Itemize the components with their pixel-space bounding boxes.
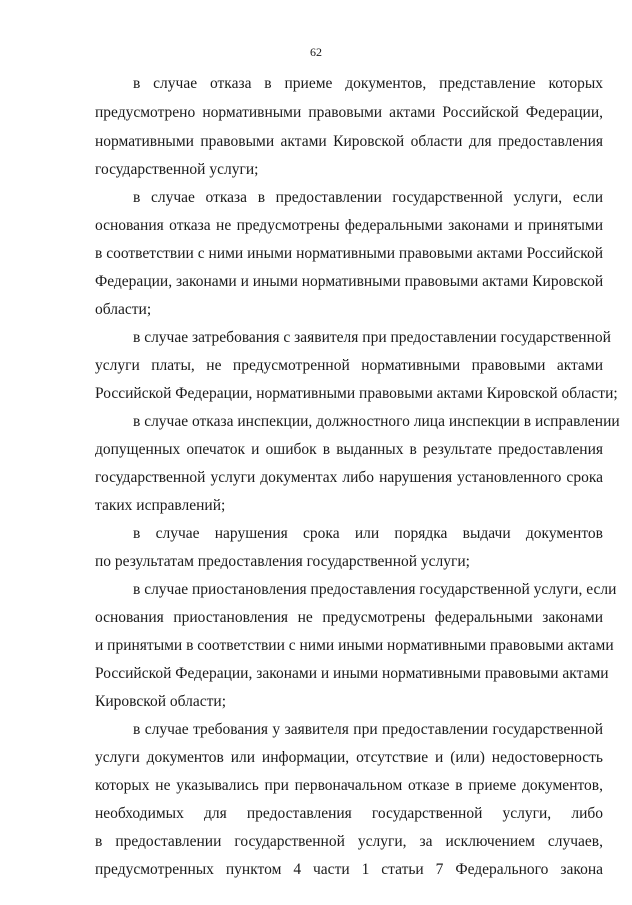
text-line: и принятыми в соответствии с ними иными нормативными правовыми актами: [95, 637, 614, 654]
text-line: государственной услуги документах либо нарушения установленного срока: [95, 469, 603, 486]
text-line: государственной услуги;: [95, 161, 259, 178]
text-line: основания отказа не предусмотрены федеральными законами и принятыми: [95, 217, 603, 234]
text-line: области;: [95, 301, 152, 318]
text-line: Российской Федерации, законами и иными нормативными правовыми актами: [95, 665, 609, 682]
text-line: по результатам предоставления государственной услуги;: [95, 553, 470, 570]
text-line: в соответствии с ними иными нормативными правовыми актами Российской: [95, 245, 603, 262]
text-line: услуги платы, не предусмотренной нормативными правовыми актами: [95, 357, 603, 374]
text-line: в случае отказа в предоставлении государственной услуги, если: [133, 189, 603, 206]
text-line: необходимых для предоставления государственной услуги, либо: [95, 805, 603, 822]
text-line: в случае нарушения срока или порядка выдачи документов: [133, 525, 603, 542]
text-line: в случае отказа инспекции, должностного лица инспекции в исправлении: [133, 413, 620, 430]
text-line: которых не указывались при первоначальном отказе в приеме документов,: [95, 777, 603, 794]
text-line: в случае затребования с заявителя при предоставлении государственной: [133, 329, 611, 346]
text-line: в случае приостановления предоставления государственной услуги, если: [133, 581, 617, 598]
text-line: услуги документов или информации, отсутствие и (или) недостоверность: [95, 749, 603, 766]
text-line: предусмотрено нормативными правовыми актами Российской Федерации,: [95, 104, 603, 121]
text-line: в случае отказа в приеме документов, представление которых: [133, 75, 603, 92]
text-line: в предоставлении государственной услуги, за исключением случаев,: [95, 833, 603, 850]
text-line: Российской Федерации, нормативными правовыми актами Кировской области;: [95, 385, 618, 402]
text-line: допущенных опечаток и ошибок в выданных в результате предоставления: [95, 441, 603, 458]
text-line: основания приостановления не предусмотрены федеральными законами: [95, 609, 603, 626]
page-number: 62: [310, 45, 322, 59]
text-line: предусмотренных пунктом 4 части 1 статьи 7 Федерального закона: [95, 861, 603, 878]
text-line: Кировской области;: [95, 693, 227, 710]
text-line: таких исправлений;: [95, 497, 226, 514]
text-line: Федерации, законами и иными нормативными правовыми актами Кировской: [95, 273, 604, 290]
text-line: нормативными правовыми актами Кировской области для предоставления: [95, 133, 603, 150]
text-line: в случае требования у заявителя при предоставлении государственной: [133, 721, 603, 738]
